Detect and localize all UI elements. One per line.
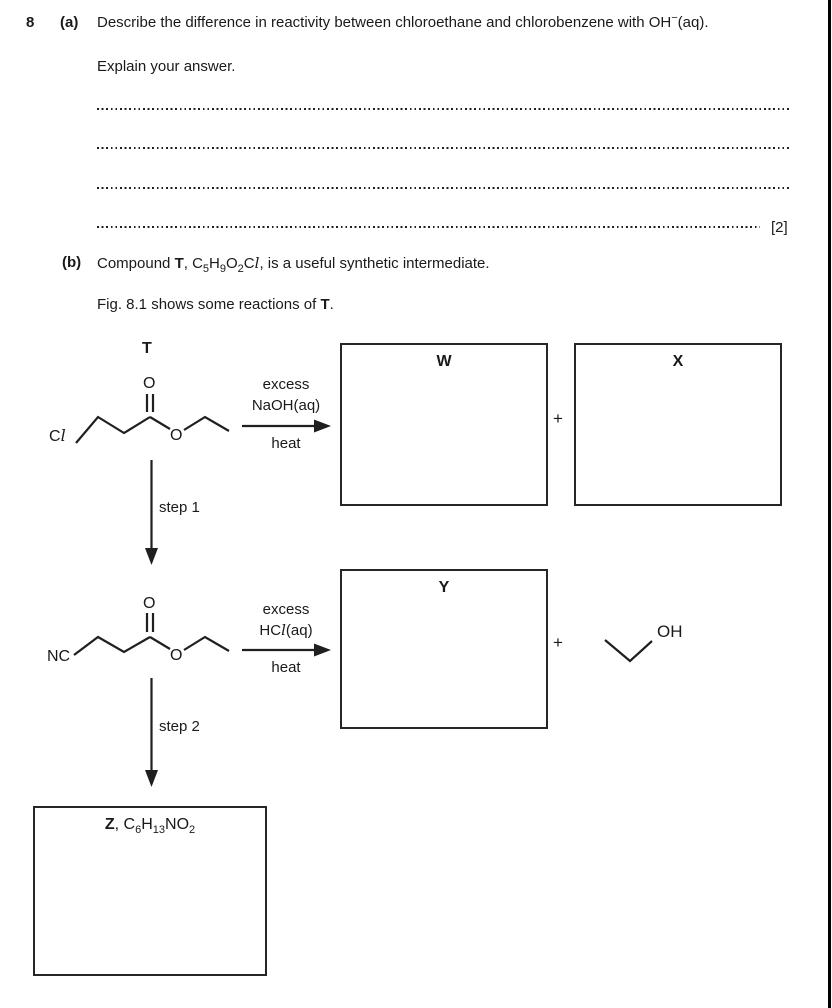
- part-a-explain-line: Explain your answer.: [97, 58, 236, 75]
- fig-caption-t-bold: T: [320, 296, 330, 313]
- formula-t-h: H: [209, 255, 220, 272]
- answer-box-z[interactable]: [33, 806, 267, 976]
- page-edge-line: [828, 0, 831, 1008]
- reagent-1-line2: NaOH(aq): [251, 397, 321, 414]
- reagent-2-line1: excess: [262, 601, 310, 618]
- ester-oxygen-label-t: O: [170, 427, 183, 444]
- hcl-aq: (aq): [285, 622, 313, 639]
- plus-sign-2: +: [553, 633, 563, 652]
- chlorine-c: C: [49, 428, 61, 445]
- reagent-1-label: [239, 374, 333, 416]
- condition-2-heat: heat: [271, 659, 301, 676]
- structure-nitrile-bonds: [74, 613, 229, 655]
- answer-line-2[interactable]: [97, 147, 790, 149]
- formula-t-sub9: 9: [219, 263, 226, 275]
- box-z-formula-h: H: [141, 816, 153, 833]
- question-number: 8: [26, 14, 35, 31]
- hcl-hc: HC: [259, 622, 282, 639]
- part-b-label: (b): [62, 254, 82, 271]
- formula-t-sub5: 5: [202, 263, 210, 275]
- box-x-label: X: [672, 353, 684, 370]
- formula-t-sub2: 2: [237, 263, 244, 275]
- reagent-2-label: [239, 599, 333, 641]
- box-z-bold-z: Z: [104, 816, 115, 833]
- fig-caption-post: .: [329, 296, 334, 313]
- box-z-sub6: 6: [135, 824, 142, 837]
- structure-ethanol-bonds: [605, 640, 652, 661]
- marks-badge: [2]: [771, 219, 788, 236]
- nitrile-nc-label: NC: [47, 648, 71, 665]
- answer-box-y[interactable]: [340, 569, 548, 729]
- answer-box-w[interactable]: [340, 343, 548, 506]
- chlorine-atom-label: [49, 428, 66, 445]
- reagent-1-line1: excess: [262, 376, 310, 393]
- part-b-intro-post: , is a useful synthetic intermediate.: [259, 255, 490, 272]
- chlorine-l-italic: l: [60, 426, 66, 445]
- step-2-arrow: [145, 678, 158, 787]
- step-1-label: step 1: [159, 499, 200, 516]
- answer-line-4[interactable]: [97, 226, 760, 228]
- plus-sign-1: +: [553, 409, 563, 428]
- formula-t-o: O: [226, 255, 238, 272]
- box-z-sub2: 2: [189, 824, 196, 837]
- reagent-2-line2: [239, 620, 333, 641]
- answer-line-1[interactable]: [97, 108, 790, 110]
- box-z-formula-c: , C: [114, 816, 136, 833]
- hcl-l-italic: l: [281, 621, 286, 639]
- box-z-sub13: 13: [152, 824, 166, 837]
- reaction-arrow-2: [242, 644, 331, 657]
- part-a-prompt: [97, 14, 709, 33]
- compound-t-bold: T: [174, 255, 184, 272]
- step-2-label: step 2: [159, 718, 200, 735]
- part-b-intro-pre: Compound: [97, 255, 175, 272]
- condition-1-heat: heat: [271, 435, 301, 452]
- hydroxide-superscript-minus: −: [671, 12, 678, 24]
- box-w-label: W: [436, 353, 452, 370]
- step-1-arrow: [145, 460, 158, 565]
- part-a-label: (a): [60, 14, 79, 31]
- structure-t-bonds: [76, 394, 229, 443]
- reaction-arrow-1: [242, 420, 331, 433]
- carbonyl-oxygen-label-nitrile: O: [143, 595, 156, 612]
- formula-t-cl-l-italic: l: [254, 254, 260, 272]
- part-b-intro: [97, 254, 490, 274]
- ethanol-oh-label: OH: [657, 622, 683, 641]
- part-a-prompt-text: Describe the difference in reactivity between chloroethane and chlorobenzene with OH: [97, 14, 672, 31]
- box-z-formula-no: NO: [165, 816, 190, 833]
- fig-caption: [97, 296, 334, 315]
- fig-caption-pre: Fig. 8.1 shows some reactions of: [97, 296, 321, 313]
- formula-t-c: , C: [183, 255, 203, 272]
- answer-line-3[interactable]: [97, 187, 790, 189]
- box-z-label: [104, 816, 196, 837]
- compound-t-label: T: [142, 340, 152, 357]
- answer-box-x[interactable]: [574, 343, 782, 506]
- part-a-prompt-tail: (aq).: [677, 14, 709, 31]
- formula-t-cl-c: C: [243, 255, 255, 272]
- box-y-label: Y: [438, 579, 450, 596]
- carbonyl-oxygen-label-t: O: [143, 375, 156, 392]
- ester-oxygen-label-nitrile: O: [170, 647, 183, 664]
